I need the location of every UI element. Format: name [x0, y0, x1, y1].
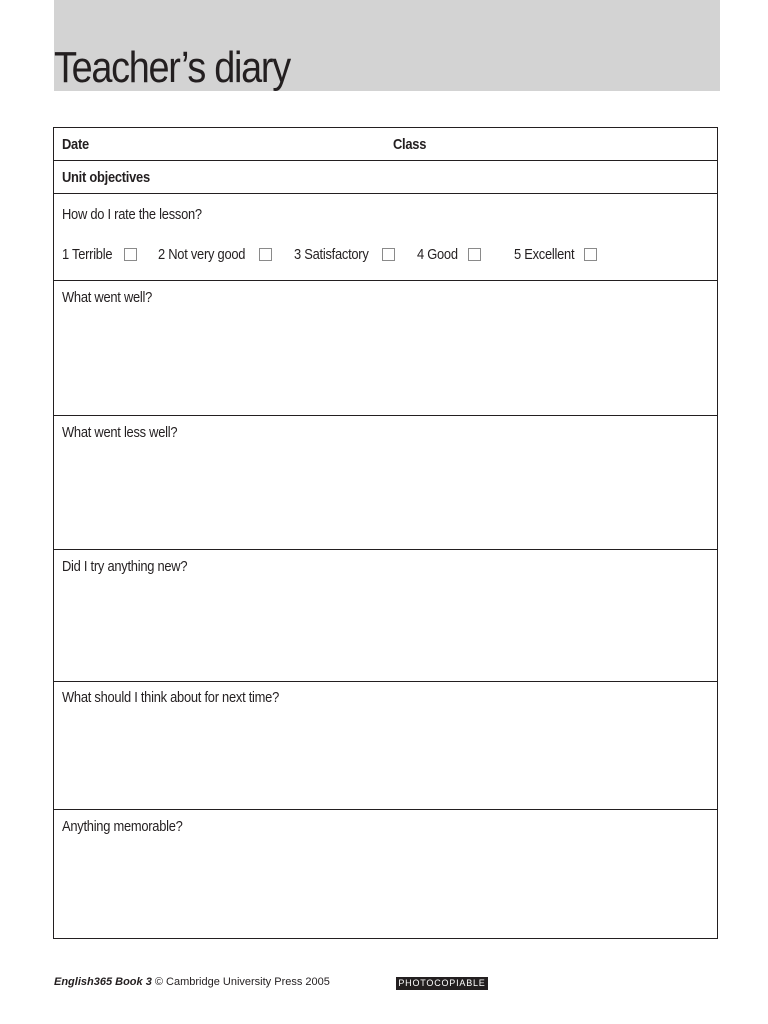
memorable-label: Anything memorable? [62, 818, 183, 835]
went-well-label: What went well? [62, 289, 153, 306]
rating-option-excellent[interactable] [514, 246, 584, 264]
rating-label: 4 Good [417, 246, 458, 263]
photocopiable-badge: PHOTOCOPIABLE [396, 977, 488, 990]
unit-objectives-row[interactable] [54, 161, 717, 194]
rating-option-good[interactable] [417, 246, 464, 264]
page-title: Teacher’s diary [54, 43, 290, 92]
rating-option-not-very-good[interactable] [158, 246, 259, 264]
rating-label: 5 Excellent [514, 246, 575, 263]
memorable-section[interactable] [54, 810, 717, 938]
checkbox-satisfactory[interactable] [382, 248, 395, 261]
rating-row [54, 194, 717, 281]
unit-objectives-label: Unit objectives [62, 169, 150, 186]
footer-copyright: © Cambridge University Press 2005 [154, 976, 330, 988]
next-time-label: What should I think about for next time? [62, 689, 279, 706]
went-less-well-label: What went less well? [62, 424, 178, 441]
went-less-well-section[interactable] [54, 416, 717, 550]
rating-label: 2 Not very good [158, 246, 246, 263]
date-class-row[interactable] [54, 128, 717, 161]
tried-new-section[interactable] [54, 550, 717, 682]
class-label: Class [393, 136, 427, 153]
checkbox-excellent[interactable] [584, 248, 597, 261]
checkbox-good[interactable] [468, 248, 481, 261]
footer-credit [54, 977, 330, 988]
went-well-section[interactable] [54, 281, 717, 416]
footer-book-title: English365 Book 3 [54, 976, 152, 988]
tried-new-label: Did I try anything new? [62, 558, 188, 575]
date-label: Date [62, 136, 89, 153]
rating-label: 1 Terrible [62, 246, 113, 263]
rating-label: 3 Satisfactory [294, 246, 369, 263]
rate-question: How do I rate the lesson? [62, 206, 202, 223]
diary-form [53, 127, 718, 939]
rating-option-satisfactory[interactable] [294, 246, 381, 264]
checkbox-terrible[interactable] [124, 248, 137, 261]
next-time-section[interactable] [54, 682, 717, 810]
rating-option-terrible[interactable] [62, 246, 120, 264]
checkbox-not-very-good[interactable] [259, 248, 272, 261]
